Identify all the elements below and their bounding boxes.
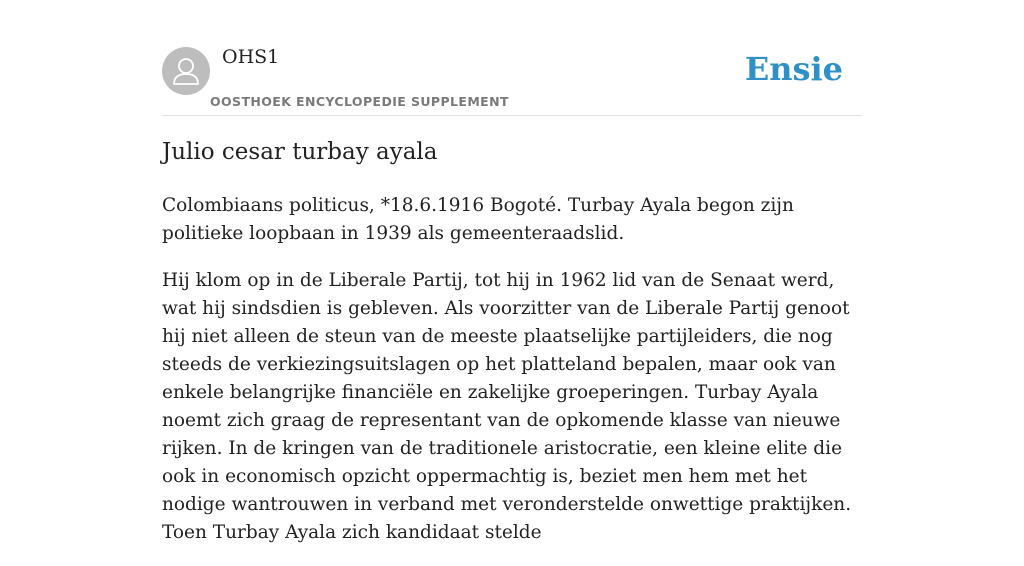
article-paragraph: Colombiaans politicus, *18.6.1916 Bogoté. Turbay Ayala begon zijn politieke loopbaan in 1939 als gemeenteraadslid. [162, 195, 794, 244]
source-label[interactable]: OOSTHOEK ENCYCLOPEDIE SUPPLEMENT [210, 94, 509, 109]
author-name[interactable]: OHS1 [222, 46, 280, 68]
article-title: Julio cesar turbay ayala [162, 139, 438, 165]
user-icon [162, 47, 210, 95]
avatar[interactable] [162, 47, 210, 95]
header [162, 0, 862, 116]
article-paragraph: Hij klom op in de Liberale Partij, tot hij in 1962 lid van de Senaat werd, wat hij sindsdien is gebleven. Als voorzitter van de Liberale Partij genoot hij niet alleen de steun van de meeste plaatselijke partijleiders, die nog steeds de verkiezingsuitslagen op het platteland bepalen, maar ook van enkele belangrijke financiële en zakelijke groeperingen. Turbay Ayala noemt zich graag de representant van de opkomende klasse van nieuwe rijken. In de kringen van de traditionele aristocratie, een kleine elite die ook in economisch opzicht oppermachtig is, beziet men hem met het nodige wantrouwen in verband met veronderstelde onwettige praktijken. Toen Turbay Ayala zich kandidaat stelde [162, 270, 852, 543]
ensie-logo[interactable]: Ensie [744, 50, 843, 88]
article-body [162, 192, 862, 566]
